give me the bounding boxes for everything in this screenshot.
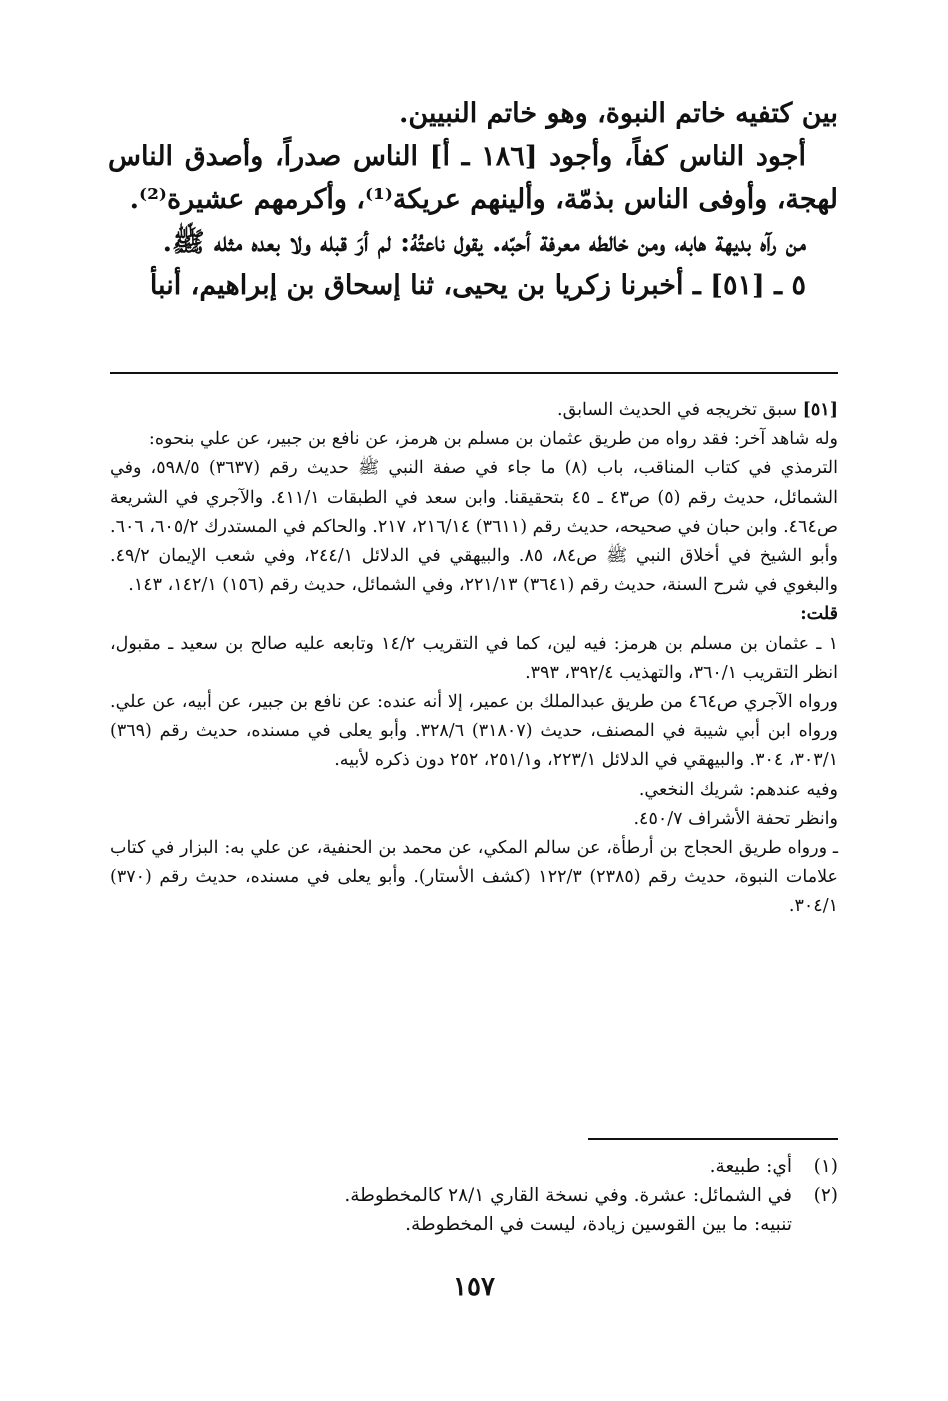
footnote-2 <box>110 1181 838 1210</box>
footnote-text: في الشمائل: عشرة. وفي نسخة القاري ٢٨/١ كالمخطوطة. <box>344 1185 792 1206</box>
note-first-text: سبق تخريجه في الحديث السابق. <box>557 400 798 420</box>
page-number: ١٥٧ <box>453 1272 495 1302</box>
note-paragraph: وله شاهد آخر: فقد رواه من طريق عثمان بن مسلم بن هرمز، عن نافع بن جبير، عن علي بنحوه: <box>148 429 838 450</box>
footnote-number: (٢) <box>813 1185 838 1206</box>
footnote-1 <box>110 1152 838 1181</box>
footnote-separator-rule <box>588 1138 838 1140</box>
main-separator-rule <box>110 372 838 374</box>
footnotes <box>110 1152 838 1239</box>
takhrij-notes <box>110 396 838 922</box>
note-paragraph: الترمذي في كتاب المناقب، باب (٨) ما جاء في صفة النبي ﷺ حديث رقم (٣٦٣٧) ٥٩٨/٥، وفي الشمائل، حديث رقم (٥) ص٤٣ ـ ٤٥ بتحقيقنا. وابن سعد في الطبقات ٤١١/١. والآجري في الشريعة ص٤٦٤. وابن حبان في صحيحه، حديث رقم (٣٦١١) ٢١٦/١٤، ٢١٧. والحاكم في المستدرك ٦٠٥/٢، ٦٠٦. وأبو الشيخ في أخلاق النبي ﷺ ص٨٤، ٨٥. والبيهقي في الدلائل ٢٤٤/١، وفي شعب الإيمان ٤٩/٢. والبغوي في شرح السنة، حديث رقم (٣٦٤١) ٢٢١/١٣، وفي الشمائل، حديث رقم (١٥٦) ١٤٢/١، ١٤٣. <box>110 458 839 596</box>
note-paragraph: وانظر تحفة الأشراف ٤٥٠/٧. <box>633 808 838 829</box>
note-paragraph: ١ ـ عثمان بن مسلم بن هرمز: فيه لين، كما في التقريب ١٤/٢ وتابعه عليه صالح بن سعيد ـ مقبول، انظر التقريب ٣٦٠/١، والتهذيب ٣٩٢/٤، ٣٩٣. <box>110 633 839 683</box>
footnote-text: أي: طبيعة. <box>709 1156 792 1177</box>
main-paragraph-3: من رآه بديهة هابه، ومن خالطه معرفة أحبّه. يقول ناعتُهُ: لم أرَ قبله ولا بعده مثله ﷺ. <box>162 227 806 258</box>
note-paragraph: ـ ورواه طريق الحجاج بن أرطأة، عن سالم المكي، عن محمد بن الحنفية، عن علي به: البزار في كتاب علامات النبوة، حديث رقم (٢٣٨٥) ١٢٢/٣ (كشف الأستار). وأبو يعلى في مسنده، حديث رقم (٣٧٠) ٣٠٤/١. <box>110 838 838 917</box>
note-ref-tag: [٥١] <box>802 400 838 420</box>
main-paragraph-1: بين كتفيه خاتم النبوة، وهو خاتم النبيين. <box>398 98 838 129</box>
main-paragraph-2: أجود الناس كفاً، وأجود [١٨٦ ـ أ] الناس صدراً، وأصدق الناس لهجة، وأوفى الناس بذمّة، وألينهم عريكة⁽¹⁾، وأكرمهم عشيرة⁽²⁾. <box>108 141 838 215</box>
footnote-tanbih: تنبيه: ما بين القوسين زيادة، ليست في المخطوطة. <box>405 1214 792 1235</box>
main-paragraph-4: ٥ ـ [٥١] ـ أخبرنا زكريا بن يحيى، ثنا إسحاق بن إبراهيم، أنبأ <box>149 270 806 301</box>
main-text <box>108 92 838 307</box>
note-paragraph: ورواه الآجري ص٤٦٤ من طريق عبدالملك بن عمير، إلا أنه عنده: عن نافع بن جبير، عن أبيه، عن علي. ورواه ابن أبي شيبة في المصنف، حديث (٣١٨٠٧) ٣٢٨/٦. وأبو يعلى في مسنده، حديث رقم (٣٦٩) ٣٠٣/١، ٣٠٤. والبيهقي في الدلائل ٢٢٣/١، و٢٥١/١، ٢٥٢ دون ذكره لأبيه. <box>110 692 838 771</box>
footnote-number: (١) <box>813 1156 838 1177</box>
note-paragraph: وفيه عندهم: شريك النخعي. <box>638 779 838 800</box>
note-qult-heading: قلت: <box>800 604 838 625</box>
note-first-line <box>110 396 838 425</box>
